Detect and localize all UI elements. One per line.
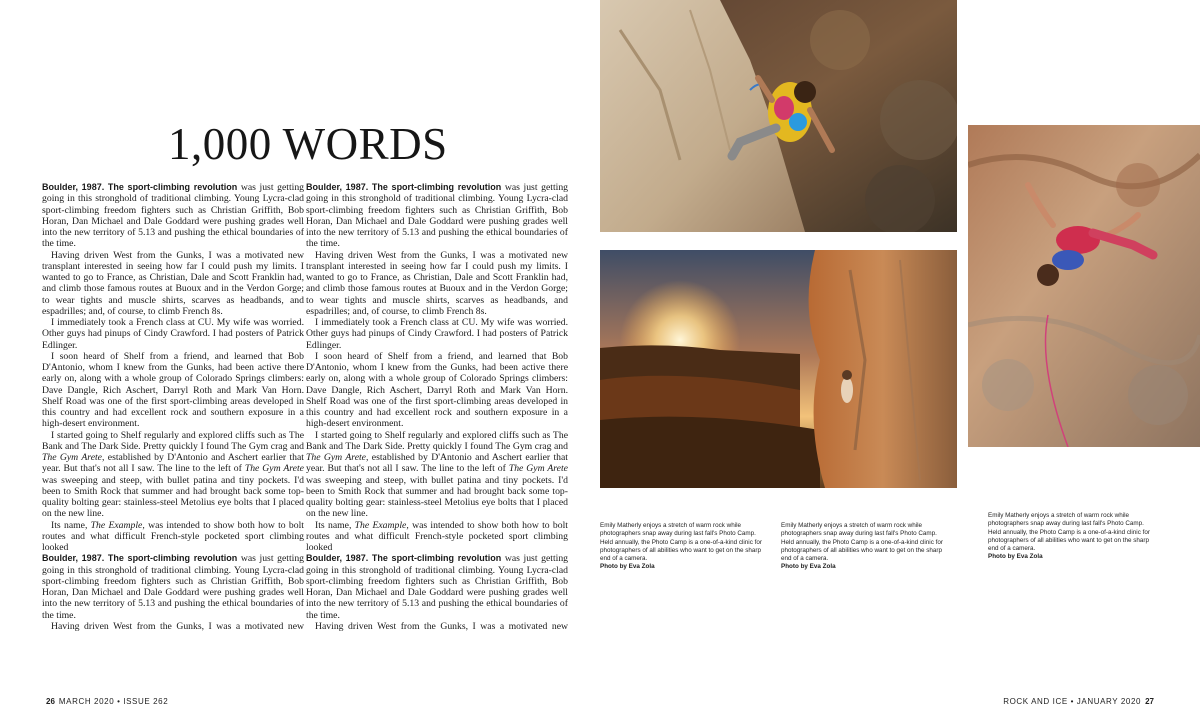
lead-paragraph: [306, 553, 568, 621]
text-column-left: [42, 182, 304, 632]
photo-caption: [781, 522, 951, 572]
overhang-climber-photo: [968, 125, 1200, 447]
lead-text: was just getting going in this stronghold of traditional climbing. Young Lycra-clad sport-climbing freedom fighters such as Christian Griffith, Bob Horan, Dan Michael and Dale Goddard were pushing grades well into the new territory of 5.13 and pushing the ethical boundaries of the time.: [306, 553, 568, 621]
page-number-left: 26: [46, 697, 55, 706]
photo-credit: Photo by Eva Zola: [988, 553, 1043, 561]
body-paragraph: Having driven West from the Gunks, I was a motivated new: [51, 620, 304, 632]
photo-credit: Photo by Eva Zola: [600, 563, 655, 571]
lead-label: Boulder, 1987. The sport-climbing revolution: [306, 553, 502, 564]
photo-caption: [600, 522, 770, 572]
body-paragraph: I started going to Shelf regularly and explored cliffs such as The Bank and The Dark Side. Pretty quickly I found The Gym crag and The Gym Arete, established by D'Antonio and Aschert earlier that year. But that's not all I saw. The line to the left of The Gym Arete was sweeping and steep, with bullet patina and tiny pockets. I'd been to Smith Rock that summer and had brought back some top-quality bolting gear: stainless-steel Metolius eye bolts that I placed on the new line.: [42, 429, 304, 520]
body-paragraph: I soon heard of Shelf from a friend, and learned that Bob D'Antonio, whom I knew from the Gunks, had been active there early on, along with a whole group of Colorado Springs climbers: Dave Dangle, Rich Aschert, Darryl Roth and Mark Van Horn. Shelf Road was one of the first sport-climbing areas developed in this country and had excellent rock and southern exposure in a high-desert environment.: [42, 350, 304, 430]
climber-tie-dye-shirt-photo: [600, 0, 957, 232]
lead-label: Boulder, 1987. The sport-climbing revolution: [42, 553, 238, 564]
lead-paragraph: [42, 553, 304, 621]
lead-label: Boulder, 1987. The sport-climbing revolution: [42, 182, 238, 192]
text-column-middle: [306, 182, 568, 632]
caption-text: Emily Matherly enjoys a stretch of warm rock while photographers snap away during last fall's Photo Camp. Held annually, the Photo Camp is a one-of-a-kind clinic for photographers of all abilities who want to get on the sharp end of a camera.: [988, 512, 1150, 553]
sunset-cliff-climber-photo: [600, 250, 957, 488]
caption-text: Emily Matherly enjoys a stretch of warm rock while photographers snap away during last fall's Photo Camp. Held annually, the Photo Camp is a one-of-a-kind clinic for photographers of all abilities who want to get on the sharp end of a camera.: [600, 522, 762, 563]
folio-right: [1003, 697, 1158, 706]
folio-right-text: ROCK AND ICE • JANUARY 2020: [1003, 697, 1142, 706]
folio-left-text: MARCH 2020 • ISSUE 262: [58, 697, 169, 706]
photo-caption: [988, 512, 1158, 562]
body-paragraph: Its name, The Example, was intended to show both how to bolt routes and what difficult French-style pocketed sport climbing looked: [306, 519, 568, 553]
page-number-right: 27: [1145, 697, 1154, 706]
caption-text: Emily Matherly enjoys a stretch of warm rock while photographers snap away during last fall's Photo Camp. Held annually, the Photo Camp is a one-of-a-kind clinic for photographers of all abilities who want to get on the sharp end of a camera.: [781, 522, 943, 563]
lead-paragraph: [306, 182, 568, 250]
article-title: 1,000 WORDS: [168, 119, 448, 169]
body-paragraph: I immediately took a French class at CU. My wife was worried. Other guys had pinups of Cindy Crawford. I had posters of Patrick Edlinger.: [42, 317, 304, 351]
folio-left: [42, 697, 168, 706]
photo-credit: Photo by Eva Zola: [781, 563, 836, 571]
lead-label: Boulder, 1987. The sport-climbing revolution: [306, 182, 502, 192]
body-paragraph: I started going to Shelf regularly and explored cliffs such as The Bank and The Dark Side. Pretty quickly I found The Gym crag and The Gym Arete, established by D'Antonio and Aschert earlier that year. But that's not all I saw. The line to the left of The Gym Arete was sweeping and steep, with bullet patina and tiny pockets. I'd been to Smith Rock that summer and had brought back some top-quality bolting gear: stainless-steel Metolius eye bolts that I placed on the new line.: [306, 429, 568, 520]
body-paragraph: Having driven West from the Gunks, I was a motivated new: [315, 620, 568, 632]
lead-text: was just getting going in this stronghold of traditional climbing. Young Lycra-clad sport-climbing freedom fighters such as Christian Griffith, Bob Horan, Dan Michael and Dale Goddard were pushing grades well into the new territory of 5.13 and pushing the ethical boundaries of the time.: [306, 182, 568, 250]
body-paragraph: Having driven West from the Gunks, I was a motivated new transplant interested in seeing how far I could push my limits. I wanted to go to France, as Christian, Dale and Scott Franklin had, and climb those famous routes at Buoux and in the Verdon Gorge; to wear tights and muscle shirts, scarves as headbands, and espadrilles; and, of course, to climb French 8s.: [306, 249, 568, 317]
lead-text: was just getting going in this stronghold of traditional climbing. Young Lycra-clad sport-climbing freedom fighters such as Christian Griffith, Bob Horan, Dan Michael and Dale Goddard were pushing grades well into the new territory of 5.13 and pushing the ethical boundaries of the time.: [42, 553, 304, 621]
body-paragraph: Having driven West from the Gunks, I was a motivated new transplant interested in seeing how far I could push my limits. I wanted to go to France, as Christian, Dale and Scott Franklin had, and climb those famous routes at Buoux and in the Verdon Gorge; to wear tights and muscle shirts, scarves as headbands, and espadrilles; and, of course, to climb French 8s.: [42, 249, 304, 317]
body-paragraph: I soon heard of Shelf from a friend, and learned that Bob D'Antonio, whom I knew from the Gunks, had been active there early on, along with a whole group of Colorado Springs climbers: Dave Dangle, Rich Aschert, Darryl Roth and Mark Van Horn. Shelf Road was one of the first sport-climbing areas developed in this country and had excellent rock and southern exposure in a high-desert environment.: [306, 350, 568, 430]
lead-paragraph: [42, 182, 304, 250]
lead-text: was just getting going in this stronghold of traditional climbing. Young Lycra-clad sport-climbing freedom fighters such as Christian Griffith, Bob Horan, Dan Michael and Dale Goddard were pushing grades well into the new territory of 5.13 and pushing the ethical boundaries of the time.: [42, 182, 304, 250]
body-paragraph: I immediately took a French class at CU. My wife was worried. Other guys had pinups of Cindy Crawford. I had posters of Patrick Edlinger.: [306, 317, 568, 351]
body-paragraph: Its name, The Example, was intended to show both how to bolt routes and what difficult French-style pocketed sport climbing looked: [42, 519, 304, 553]
